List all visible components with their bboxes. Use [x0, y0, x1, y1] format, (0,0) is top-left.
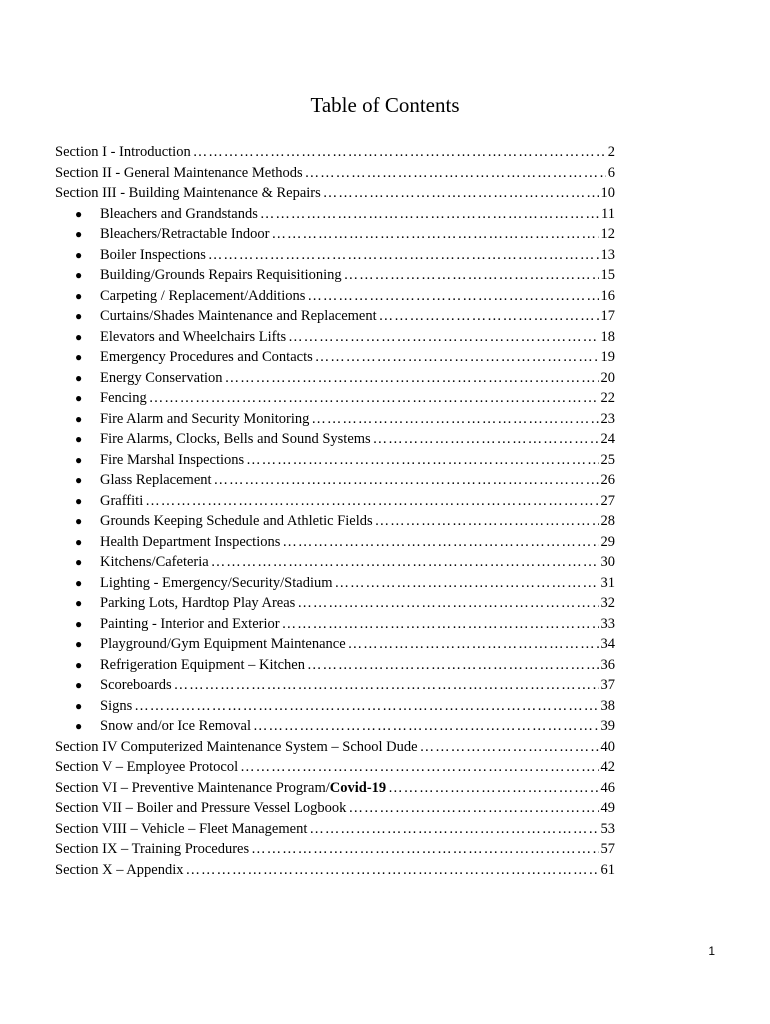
bullet-icon: ●	[75, 678, 83, 692]
toc-entry	[55, 757, 615, 778]
toc-entry-label: Lighting - Emergency/Security/Stadium	[100, 574, 333, 591]
toc-entry-label: Section X – Appendix	[55, 861, 184, 878]
bullet-icon: ●	[75, 206, 83, 221]
toc-entry	[55, 655, 615, 676]
bullet-icon: ●	[75, 637, 83, 651]
toc-entry-page: 49	[600, 800, 615, 816]
toc-entry-label: Section VIII – Vehicle – Fleet Management	[55, 820, 308, 837]
toc-entry-page: 34	[600, 636, 615, 652]
toc-entry-label: Section IV Computerized Maintenance System – School Dude	[55, 738, 418, 755]
toc-entry-label: Section V – Employee Protocol	[55, 759, 239, 775]
toc-entry	[55, 347, 615, 368]
toc-entry-page: 37	[600, 677, 615, 693]
toc-entry-label-emphasis: Covid-19	[329, 779, 387, 796]
toc-entry	[55, 778, 615, 799]
dot-leader	[211, 552, 599, 573]
toc-entry	[55, 532, 615, 553]
toc-entry-page: 31	[600, 574, 615, 591]
bullet-icon: ●	[75, 268, 83, 282]
toc-entry-label: Bleachers and Grandstands	[100, 205, 258, 222]
dot-leader	[348, 634, 599, 655]
dot-leader	[251, 839, 598, 860]
dot-leader	[323, 183, 599, 204]
toc-entry	[55, 327, 615, 348]
table-of-contents	[55, 142, 615, 880]
dot-leader	[214, 470, 599, 491]
toc-entry-page: 28	[600, 513, 615, 529]
toc-entry	[55, 614, 615, 635]
dot-leader	[348, 798, 598, 819]
dot-leader	[307, 655, 599, 676]
bullet-icon: ●	[75, 370, 83, 385]
bullet-icon: ●	[75, 596, 83, 610]
toc-entry-page: 6	[607, 164, 615, 181]
toc-entry-page: 30	[600, 554, 615, 570]
toc-entry-page: 26	[600, 472, 615, 488]
dot-leader	[272, 224, 599, 245]
dot-leader	[240, 757, 598, 778]
dot-leader	[344, 265, 599, 286]
toc-entry-label: Snow and/or Ice Removal	[100, 718, 252, 734]
toc-entry	[55, 286, 615, 307]
toc-entry-label: Section III - Building Maintenance & Repairs	[55, 185, 321, 201]
toc-entry-label: Fencing	[100, 390, 147, 406]
toc-entry	[55, 450, 615, 471]
bullet-icon: ●	[75, 329, 83, 344]
toc-entry-label: Signs	[100, 697, 133, 714]
toc-entry	[55, 409, 615, 430]
toc-entry	[55, 511, 615, 532]
bullet-icon: ●	[75, 452, 83, 467]
toc-entry	[55, 224, 615, 245]
bullet-icon: ●	[75, 575, 83, 590]
toc-entry-page: 11	[601, 205, 615, 222]
dot-leader	[420, 737, 599, 758]
toc-entry-label: Section IX – Training Procedures	[55, 841, 250, 857]
dot-leader	[311, 409, 598, 430]
toc-entry-page: 18	[600, 328, 615, 345]
dot-leader	[379, 306, 599, 327]
bullet-icon: ●	[75, 493, 83, 508]
toc-entry	[55, 819, 615, 840]
bullet-icon: ●	[75, 411, 83, 426]
toc-entry	[55, 368, 615, 389]
bullet-icon: ●	[75, 309, 83, 323]
dot-leader	[253, 716, 598, 737]
toc-entry-page: 32	[600, 595, 615, 611]
toc-entry	[55, 429, 615, 450]
toc-entry-page: 42	[600, 759, 615, 775]
toc-entry-label: Grounds Keeping Schedule and Athletic Fields	[100, 513, 373, 529]
bullet-icon: ●	[75, 534, 83, 549]
toc-entry-label: Painting - Interior and Exterior	[100, 615, 280, 632]
dot-leader	[297, 593, 598, 614]
toc-entry-label: Section VI – Preventive Maintenance Program/Covid-19	[55, 779, 387, 796]
toc-entry-label: Bleachers/Retractable Indoor	[100, 226, 270, 242]
toc-entry	[55, 142, 615, 163]
toc-entry	[55, 634, 615, 655]
toc-entry	[55, 491, 615, 512]
bullet-icon: ●	[75, 514, 83, 528]
bullet-icon: ●	[75, 247, 83, 262]
toc-entry-label: Fire Marshal Inspections	[100, 451, 245, 468]
toc-entry	[55, 470, 615, 491]
toc-entry-label: Scoreboards	[100, 677, 172, 693]
toc-entry-label: Fire Alarm and Security Monitoring	[100, 410, 310, 427]
dot-leader	[225, 368, 599, 389]
toc-entry-label: Parking Lots, Hardtop Play Areas	[100, 595, 296, 611]
toc-entry-page: 17	[600, 308, 615, 324]
bullet-icon: ●	[75, 432, 83, 446]
toc-entry-label: Fire Alarms, Clocks, Bells and Sound Systems	[100, 431, 371, 447]
bullet-icon: ●	[75, 555, 83, 569]
bullet-icon: ●	[75, 698, 83, 713]
toc-entry-label: Building/Grounds Repairs Requisitioning	[100, 267, 342, 283]
toc-entry	[55, 265, 615, 286]
toc-entry	[55, 716, 615, 737]
toc-entry	[55, 839, 615, 860]
toc-entry-page: 36	[600, 656, 615, 673]
dot-leader	[305, 163, 606, 184]
bullet-icon: ●	[75, 288, 83, 303]
toc-entry-page: 25	[600, 451, 615, 468]
toc-entry-page: 16	[600, 287, 615, 304]
bullet-icon: ●	[75, 473, 83, 487]
toc-entry-page: 29	[600, 533, 615, 550]
toc-entry	[55, 245, 615, 266]
toc-entry-label: Glass Replacement	[100, 472, 212, 488]
toc-entry	[55, 306, 615, 327]
bullet-icon: ●	[75, 616, 83, 631]
toc-entry	[55, 593, 615, 614]
toc-entry	[55, 860, 615, 881]
toc-entry-page: 10	[600, 185, 615, 201]
toc-entry-page: 40	[600, 738, 615, 755]
toc-entry	[55, 204, 615, 225]
toc-entry-label: Section II - General Maintenance Methods	[55, 164, 303, 181]
dot-leader	[282, 614, 599, 635]
dot-leader	[246, 450, 598, 471]
toc-entry-page: 19	[600, 349, 615, 365]
toc-entry-label: Playground/Gym Equipment Maintenance	[100, 636, 346, 652]
dot-leader	[282, 532, 598, 553]
toc-entry-label: Section VII – Boiler and Pressure Vessel Logbook	[55, 800, 347, 816]
toc-entry-label: Health Department Inspections	[100, 533, 281, 550]
toc-entry-page: 2	[607, 144, 615, 160]
dot-leader	[335, 573, 599, 594]
toc-entry-label: Emergency Procedures and Contacts	[100, 349, 313, 365]
toc-entry-page: 12	[600, 226, 615, 242]
toc-entry	[55, 573, 615, 594]
toc-entry	[55, 163, 615, 184]
bullet-icon: ●	[75, 657, 83, 672]
dot-leader	[373, 429, 599, 450]
toc-entry-page: 33	[600, 615, 615, 632]
toc-entry-page: 22	[600, 390, 615, 406]
toc-entry-page: 24	[600, 431, 615, 447]
toc-entry-label: Energy Conservation	[100, 369, 223, 386]
bullet-icon: ●	[75, 227, 83, 241]
toc-entry-page: 39	[600, 718, 615, 734]
bullet-icon: ●	[75, 391, 83, 405]
toc-entry-page: 61	[600, 861, 615, 878]
toc-entry-page: 15	[600, 267, 615, 283]
toc-entry-page: 53	[600, 820, 615, 837]
toc-entry	[55, 737, 615, 758]
toc-entry-label: Section I - Introduction	[55, 144, 191, 160]
dot-leader	[315, 347, 599, 368]
dot-leader	[185, 860, 598, 881]
toc-entry-page: 23	[600, 410, 615, 427]
dot-leader	[307, 286, 598, 307]
dot-leader	[145, 491, 598, 512]
toc-entry-page: 57	[600, 841, 615, 857]
toc-entry-label: Elevators and Wheelchairs Lifts	[100, 328, 287, 345]
dot-leader	[260, 204, 599, 225]
toc-entry-page: 46	[600, 779, 615, 796]
toc-entry-label: Boiler Inspections	[100, 246, 206, 263]
dot-leader	[375, 511, 599, 532]
bullet-icon: ●	[75, 350, 83, 364]
toc-entry	[55, 696, 615, 717]
toc-entry	[55, 798, 615, 819]
toc-entry-label: Refrigeration Equipment – Kitchen	[100, 656, 305, 673]
dot-leader	[174, 675, 599, 696]
toc-entry-label: Curtains/Shades Maintenance and Replacement	[100, 308, 377, 324]
bullet-icon: ●	[75, 719, 83, 733]
page-title: Table of Contents	[310, 93, 460, 117]
toc-entry-page: 38	[600, 697, 615, 714]
toc-entry	[55, 675, 615, 696]
toc-entry	[55, 183, 615, 204]
toc-entry-page: 13	[600, 246, 615, 263]
toc-entry-page: 20	[600, 369, 615, 386]
dot-leader	[193, 142, 606, 163]
toc-entry-label: Kitchens/Cafeteria	[100, 554, 209, 570]
toc-entry	[55, 388, 615, 409]
page-number: 1	[708, 944, 715, 958]
toc-entry-label: Graffiti	[100, 492, 144, 509]
toc-entry-page: 27	[600, 492, 615, 509]
dot-leader	[208, 245, 599, 266]
dot-leader	[134, 696, 598, 717]
toc-entry	[55, 552, 615, 573]
toc-entry-label: Carpeting / Replacement/Additions	[100, 287, 306, 304]
dot-leader	[149, 388, 599, 409]
dot-leader	[288, 327, 598, 348]
dot-leader	[309, 819, 598, 840]
dot-leader	[388, 778, 598, 799]
